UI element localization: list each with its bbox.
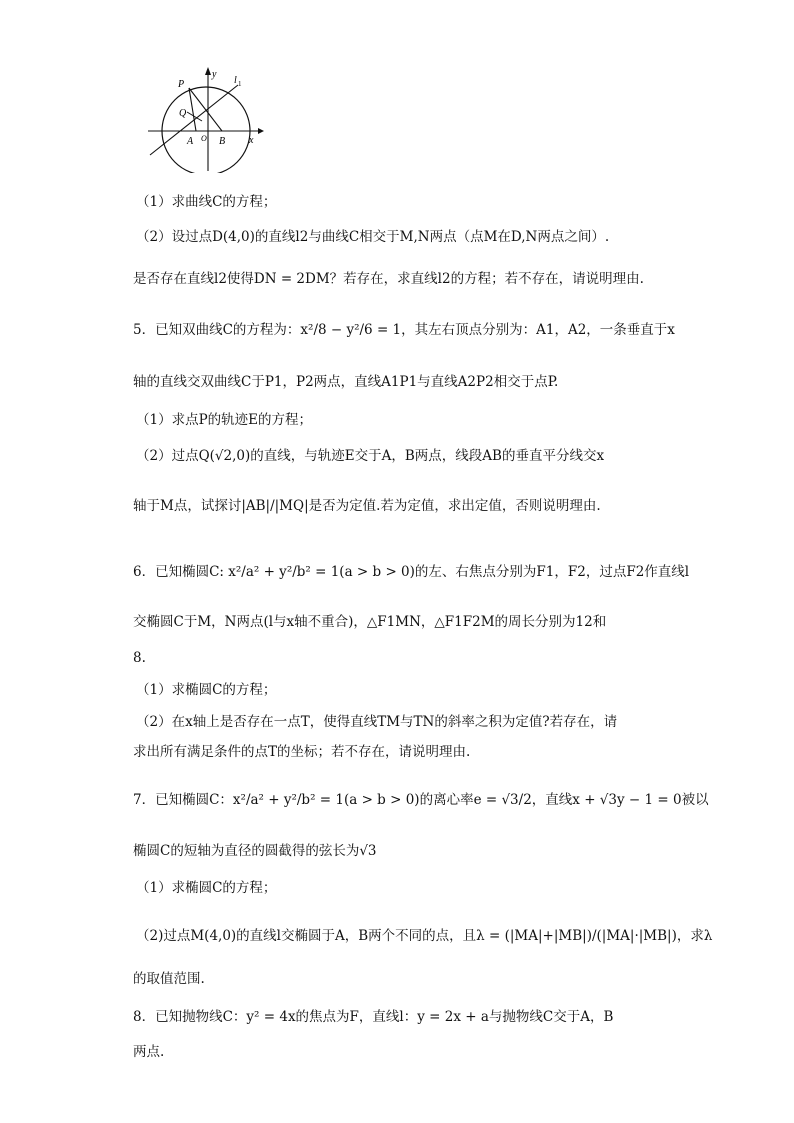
p6-line-d: （1）求椭圆C的方程； <box>136 682 277 698</box>
label-x: x <box>249 135 254 146</box>
p5-line-b: 轴的直线交双曲线C于P1，P2两点，直线A1P1与直线A2P2相交于点P. <box>133 374 559 390</box>
q1-line: （1）求曲线C的方程； <box>136 194 277 210</box>
p8-line-a: 8．已知抛物线C：y² = 4x的焦点为F，直线l：y = 2x + a与抛物线C交于A，B <box>133 1009 614 1025</box>
p6-line-a: 6．已知椭圆C: x²/a² + y²/b² = 1(a > b > 0)的左、右焦点分别为F1，F2，过点F2作直线l <box>133 564 690 580</box>
q2-line-b: 是否存在直线l2使得DN = 2DM？若存在，求直线l2的方程；若不存在，请说明理由. <box>133 271 644 287</box>
segment-PA <box>189 88 196 131</box>
x-axis-arrow <box>258 128 264 134</box>
p6-line-c: 8. <box>133 650 146 666</box>
circle-diagram <box>146 63 264 173</box>
p5-line-c: （1）求点P的轨迹E的方程； <box>136 412 313 428</box>
p7-line-d: （2)过点M(4,0)的直线l交椭圆于A，B两个不同的点，且λ = (|MA|+|MB|)/(|MA|·|MB|)，求λ <box>136 928 713 944</box>
p7-line-c: （1）求椭圆C的方程； <box>136 880 277 896</box>
p7-line-b: 椭圆C的短轴为直径的圆截得的弦长为√3 <box>133 843 377 859</box>
p7-line-a: 7．已知椭圆C：x²/a² + y²/b² = 1(a > b > 0)的离心率e = √3/2，直线x + √3y − 1 = 0被以 <box>133 792 709 808</box>
p6-line-e: （2）在x轴上是否存在一点T，使得直线TM与TN的斜率之积为定值?若存在，请 <box>136 714 618 730</box>
label-P: P <box>178 79 185 90</box>
label-B: B <box>219 136 226 147</box>
p6-line-f: 求出所有满足条件的点T的坐标；若不存在，请说明理由. <box>133 744 471 760</box>
label-A: A <box>187 136 194 147</box>
y-axis-arrow <box>205 67 211 75</box>
q2-line-a: （2）设过点D(4,0)的直线l2与曲线C相交于M,N两点（点M在D,N两点之间）. <box>136 229 610 245</box>
p5-line-d: （2）过点Q(√2,0)的直线，与轨迹E交于A，B两点，线段AB的垂直平分线交x <box>136 448 605 464</box>
p6-line-b: 交椭圆C于M，N两点(l与x轴不重合)，△F1MN，△F1F2M的周长分别为12和 <box>133 614 607 630</box>
p5-line-e: 轴于M点，试探讨|AB|/|MQ|是否为定值.若为定值，求出定值，否则说明理由. <box>133 498 601 514</box>
circle <box>162 87 250 173</box>
label-l-sub: 1 <box>238 80 242 88</box>
p5-line-a: 5．已知双曲线C的方程为：x²/8 − y²/6 = 1，其左右顶点分别为：A1，A2，一条垂直于x <box>133 322 675 338</box>
label-Q: Q <box>179 108 187 119</box>
p7-line-e: 的取值范围. <box>133 971 205 987</box>
segment-PB <box>189 88 222 131</box>
label-l: l <box>234 75 237 86</box>
label-y: y <box>212 69 217 80</box>
label-O: O <box>201 134 207 143</box>
p8-line-b: 两点. <box>133 1044 165 1060</box>
